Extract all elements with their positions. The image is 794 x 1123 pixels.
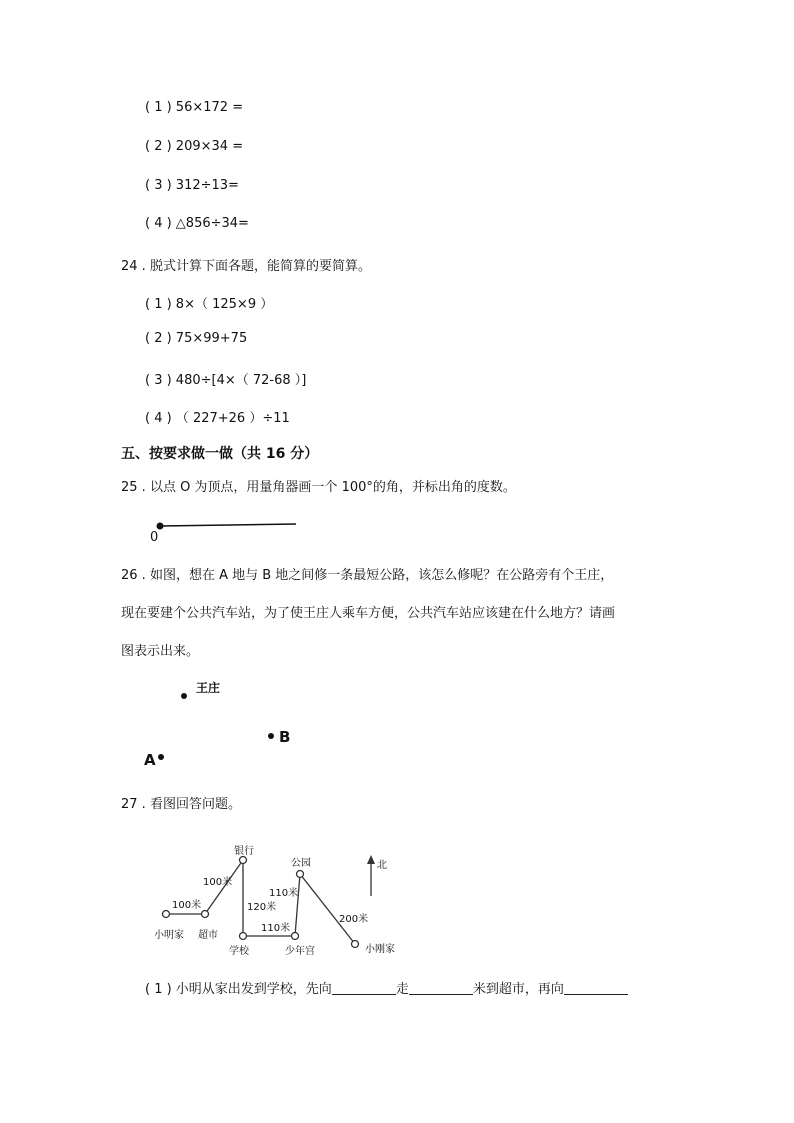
answer-blank-distance-1[interactable] <box>409 980 473 995</box>
wangzhuang-label: 王庄 <box>196 681 221 695</box>
label-park: 公园 <box>291 858 311 869</box>
q24-title: 24 . 脱式计算下面各题，能简算的要简算。 <box>121 259 371 274</box>
q27-sub1-part1: ( 1 ) 小明从家出发到学校，先向 <box>145 982 332 997</box>
label-xiaoming-home: 小明家 <box>154 930 184 941</box>
node-school <box>240 933 247 940</box>
label-youth-palace: 少年宫 <box>285 946 315 957</box>
q25-title: 25 . 以点 O 为顶点，用量角器画一个 100°的角，并标出角的度数。 <box>121 480 516 495</box>
answer-blank-direction-2[interactable] <box>564 980 628 995</box>
q26-line-2: 现在要建个公共汽车站，为了使王庄人乘车方便，公共汽车站应该建在什么地方？请画 <box>121 606 616 621</box>
point-b-label: B <box>279 728 291 746</box>
q25-vertex-label: 0 <box>150 530 159 545</box>
q26-line-3: 图表示出来。 <box>121 644 200 659</box>
wangzhuang-point <box>181 693 187 699</box>
section-heading: 五、按要求做一做（共 16 分） <box>121 446 319 462</box>
q27-map <box>145 838 445 968</box>
q24-item-2: ( 2 ) 75×99+75 <box>145 331 248 346</box>
point-b <box>268 733 274 739</box>
q25-ray-line <box>160 524 296 526</box>
q24-item-3: ( 3 ) 480÷[4×（ 72-68 ）] <box>145 373 307 388</box>
label-bank: 银行 <box>234 846 254 857</box>
distance-bank-school: 120米 <box>247 902 277 913</box>
q23-item-1: ( 1 ) 56×172 = <box>145 100 244 115</box>
q26-line-1: 26 . 如图，想在 A 地与 B 地之间修一条最短公路，该怎么修呢？在公路旁有个王庄， <box>121 568 614 583</box>
point-a-label: A <box>144 751 156 769</box>
north-arrow-icon <box>367 855 375 864</box>
answer-blank-direction-1[interactable] <box>332 980 396 995</box>
q26-figure <box>130 670 330 775</box>
label-xiaogang-home: 小刚家 <box>365 944 395 955</box>
q23-item-3: ( 3 ) 312÷13= <box>145 178 239 193</box>
q25-vertex-point <box>157 523 164 530</box>
q25-ray-figure <box>140 515 310 545</box>
q24-item-4: ( 4 ) （ 227+26 ）÷11 <box>145 411 290 426</box>
q27-sub1-part3: 米到超市，再向 <box>472 982 564 997</box>
north-label: 北 <box>377 860 387 871</box>
node-bank <box>240 857 247 864</box>
node-supermarket <box>202 911 209 918</box>
distance-park-xiaogang: 200米 <box>339 914 369 925</box>
distance-supermarket-bank: 100米 <box>203 877 233 888</box>
distance-youth-park: 110米 <box>269 888 299 899</box>
node-youth-palace <box>292 933 299 940</box>
q23-item-4: ( 4 ) △856÷34= <box>145 216 249 231</box>
node-xiaoming-home <box>163 911 170 918</box>
distance-home-supermarket: 100米 <box>172 900 202 911</box>
q24-item-1: ( 1 ) 8×（ 125×9 ） <box>145 297 274 312</box>
q27-sub1-part2: 走 <box>395 982 409 997</box>
node-park <box>297 871 304 878</box>
node-xiaogang-home <box>352 941 359 948</box>
q23-item-2: ( 2 ) 209×34 = <box>145 139 244 154</box>
q27-title: 27 . 看图回答问题。 <box>121 797 241 812</box>
distance-school-youth: 110米 <box>261 923 291 934</box>
label-school: 学校 <box>229 946 249 957</box>
point-a <box>158 754 164 760</box>
label-supermarket: 超市 <box>198 930 218 941</box>
q27-sub1 <box>145 978 628 997</box>
